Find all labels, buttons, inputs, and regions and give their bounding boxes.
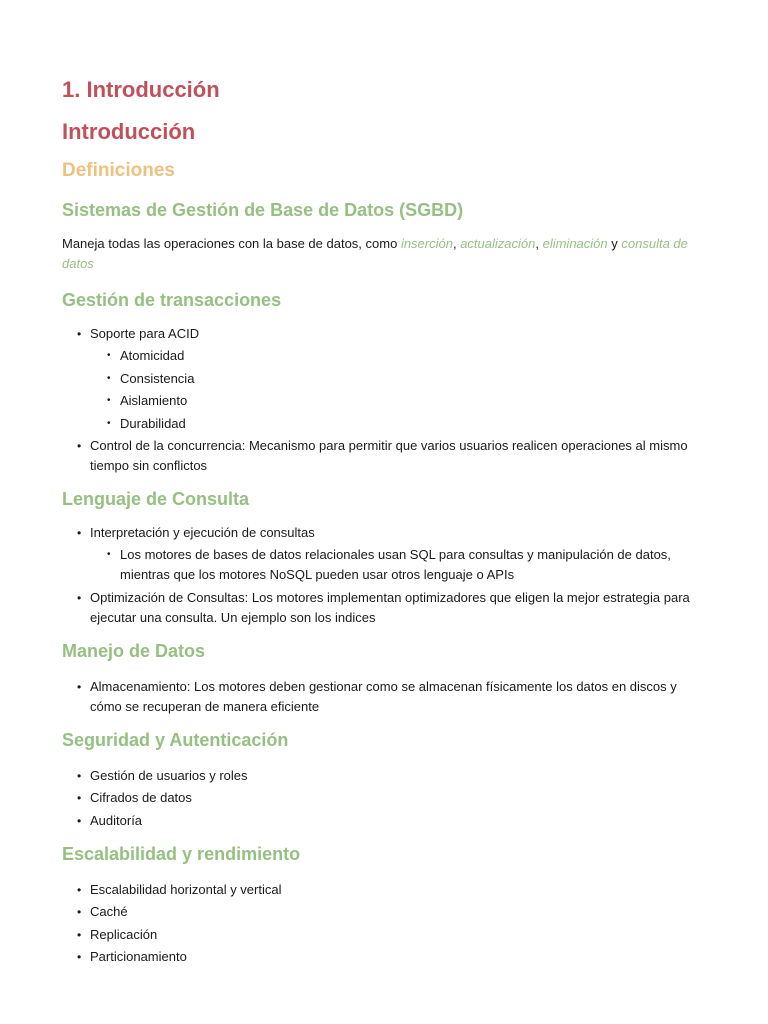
sublist-item: • Atomicidad: [120, 346, 700, 366]
list-item: • Almacenamiento: Los motores deben gestionar como se almacenan físicamente los datos en discos y cómo se recuperan de manera eficiente: [90, 677, 706, 717]
sublist-item: • Durabilidad: [120, 414, 700, 434]
section-title: Introducción: [62, 119, 196, 144]
sgbd-sep1: ,: [452, 236, 461, 251]
transacciones-heading: Gestión de transacciones: [62, 290, 282, 310]
chapter-title: 1. Introducción: [62, 77, 220, 102]
lenguaje-heading: Lenguaje de Consulta: [62, 489, 250, 509]
manejo-list: [62, 677, 706, 717]
list-item: • Auditoría: [90, 811, 706, 831]
manejo-heading: Manejo de Datos: [62, 640, 206, 661]
list-item: [90, 324, 706, 434]
seguridad-list: [62, 766, 706, 831]
sgbd-text: Maneja todas las operaciones con la base de datos, como: [62, 236, 401, 251]
list-item: • Gestión de usuarios y roles: [90, 766, 706, 786]
lenguaje-sublist: [90, 545, 700, 585]
sublist-item: • Aislamiento: [120, 391, 700, 411]
sublist-item: • Los motores de bases de datos relacionales usan SQL para consultas y manipulación de datos, mientras que los motores NoSQL pueden usar otros lenguaje o APIs: [120, 545, 700, 585]
seguridad-heading: Seguridad y Autenticación: [62, 729, 289, 750]
escalabilidad-list: [62, 880, 706, 968]
sgbd-em-insercion: inserción: [400, 236, 453, 251]
escalabilidad-heading: Escalabilidad y rendimiento: [62, 843, 301, 864]
list-item: • Caché: [90, 902, 706, 922]
sgbd-em-actualizacion: actualización: [460, 236, 536, 251]
sgbd-em-consulta: consulta de datos: [62, 236, 688, 271]
sgbd-sep3: y: [607, 236, 622, 251]
list-item: • Escalabilidad horizontal y vertical: [90, 880, 706, 900]
list-item: • Optimización de Consultas: Los motores implementan optimizadores que eligen la mejor estrategia para ejecutar una consulta. Un ejemplo son los indices: [90, 588, 706, 628]
list-item-text: Soporte para ACID: [90, 326, 200, 341]
list-item-text: Interpretación y ejecución de consultas: [90, 525, 315, 540]
list-item: [90, 523, 706, 585]
sublist-item: • Consistencia: [120, 369, 700, 389]
transacciones-list: [62, 324, 706, 476]
sgbd-sep2: ,: [535, 236, 543, 251]
sgbd-em-eliminacion: eliminación: [542, 236, 608, 251]
lenguaje-list: [62, 523, 706, 628]
sgbd-paragraph: [62, 234, 706, 274]
list-item: • Particionamiento: [90, 947, 706, 967]
sgbd-heading: Sistemas de Gestión de Base de Datos (SGBD): [62, 200, 464, 220]
list-item: • Replicación: [90, 925, 706, 945]
definitions-heading: Definiciones: [62, 160, 175, 181]
list-item: • Cifrados de datos: [90, 788, 706, 808]
list-item: • Control de la concurrencia: Mecanismo para permitir que varios usuarios realicen operaciones al mismo tiempo sin conflictos: [90, 436, 706, 476]
acid-sublist: [90, 346, 700, 434]
